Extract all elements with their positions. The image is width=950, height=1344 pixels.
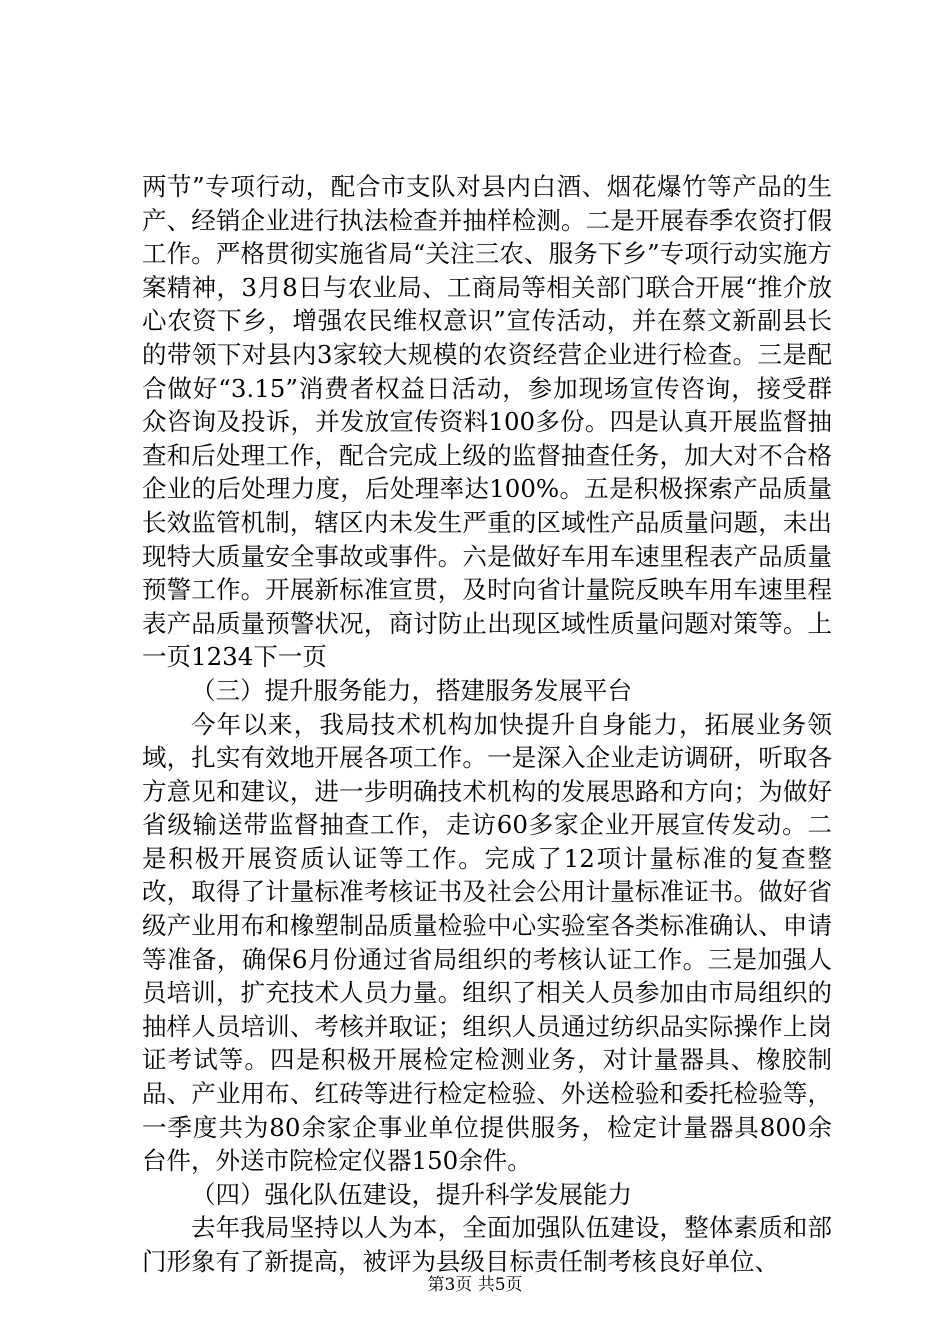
section-heading-team-building: （四）强化队伍建设，提升科学发展能力 [191,1179,632,1209]
paragraph-team-building: 去年我局坚持以人为本，全面加强队伍建设，整体素质和部门形象有了新提高，被评为县级目标责任制考核良好单位、 [142,1213,832,1276]
document-body [142,170,832,1279]
paragraph-technical-institutions: 今年以来，我局技术机构加快提升自身能力，拓展业务领域，扎实有效地开展各项工作。一是深入企业走访调研，听取各方意见和建议，进一步明确技术机构的发展思路和方向；为做好省级输送带监督抽查工作，走访60多家企业开展宣传发动。二是积极开展资质认证等工作。完成了12项计量标准的复查整改，取得了计量标准考核证书及社会公用计量标准证书。做好省级产业用布和橡塑制品质量检验中心实验室各类标准确认、申请等准备，确保6月份通过省局组织的考核认证工作。三是加强人员培训，扩充技术人员力量。组织了相关人员参加由市局组织的抽样人员培训、考核并取证；组织人员通过纺织品实际操作上岗证考试等。四是积极开展检定检测业务，对计量器具、橡胶制品、产业用布、红砖等进行检定检验、外送检验和委托检验等，一季度共为80余家企事业单位提供服务，检定计量器具800余台件，外送市院检定仪器150余件。 [142,709,832,1176]
page-footer: 第3页 共5页 [427,1275,523,1295]
section-heading-service-capacity: （三）提升服务能力，搭建服务发展平台 [191,675,632,705]
paragraph-special-campaign: 两节”专项行动，配合市支队对县内白酒、烟花爆竹等产品的生产、经销企业进行执法检查并抽样检测。二是开展春季农资打假工作。严格贯彻实施省局“关注三农、服务下乡”专项行动实施方案精神，3月8日与农业局、工商局等相关部门联合开展“推介放心农资下乡，增强农民维权意识”宣传活动，并在蔡文新副县长的带领下对县内3家较大规模的农资经营企业进行检查。三是配合做好“3.15”消费者权益日活动，参加现场宣传咨询，接受群众咨询及投诉，并发放宣传资料100多份。四是认真开展监督抽查和后处理工作，配合完成上级的监督抽查任务，加大对不合格企业的后处理力度，后处理率达100%。五是积极探索产品质量长效监管机制，辖区内未发生严重的区域性产品质量问题，未出现特大质量安全事故或事件。六是做好车用车速里程表产品质量预警工作。开展新标准宣贯，及时向省计量院反映车用车速里程表产品质量预警状况，商讨防止出现区域性质量问题对策等。上一页1234下一页 [142,172,832,672]
